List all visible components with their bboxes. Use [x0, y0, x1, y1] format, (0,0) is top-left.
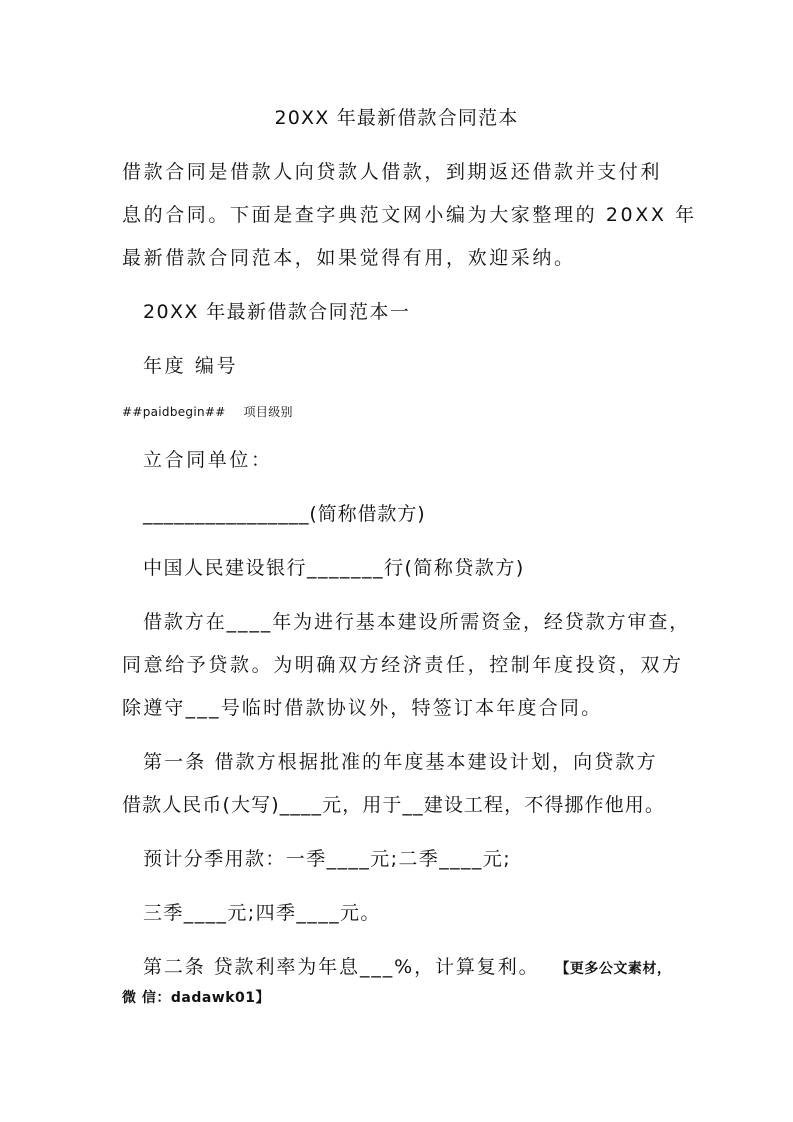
article2-line — [143, 955, 671, 981]
document-title: 20XX 年最新借款合同范本 — [274, 107, 519, 129]
body-line-1: 借款方在____年为进行基本建设所需资金，经贷款方审查， — [143, 611, 691, 633]
body-line-2: 同意给予贷款。为明确双方经济责任，控制年度投资，双方 — [122, 654, 684, 676]
lender-line: 中国人民建设银行_______行(简称贷款方) — [143, 557, 525, 579]
quarter-line-1: 预计分季用款：一季____元;二季____元; — [143, 848, 512, 870]
promo-text-part2: 微 信：dadawk01】 — [122, 990, 271, 1006]
promo-text-part1: 【更多公文素材， — [555, 961, 672, 977]
paid-marker-line — [122, 404, 293, 420]
intro-line-1: 借款合同是借款人向贷款人借款，到期返还借款并支付利 — [122, 161, 663, 183]
section-heading: 20XX 年最新借款合同范本一 — [143, 301, 411, 323]
year-number-line: 年度 编号 — [143, 355, 239, 377]
paid-marker: ##paidbegin## — [122, 405, 226, 419]
article1-line-1: 第一条 借款方根据批准的年度基本建设计划，向贷款方 — [143, 751, 658, 773]
body-line-3: 除遵守___号临时借款协议外，特签订本年度合同。 — [122, 697, 603, 719]
intro-line-3: 最新借款合同范本，如果觉得有用，欢迎采纳。 — [122, 247, 576, 269]
article2-text: 第二条 贷款利率为年息___%，计算复利。 — [143, 956, 540, 978]
article1-line-2: 借款人民币(大写)____元，用于__建设工程，不得挪作他用。 — [122, 794, 665, 816]
project-level: 项目级别 — [243, 405, 293, 419]
quarter-line-2: 三季____元;四季____元。 — [143, 902, 381, 924]
borrower-line: ________________(简称借款方) — [143, 503, 426, 525]
intro-line-2: 息的合同。下面是查字典范文网小编为大家整理的 20XX 年 — [122, 204, 697, 226]
party-heading: 立合同单位： — [143, 449, 273, 471]
